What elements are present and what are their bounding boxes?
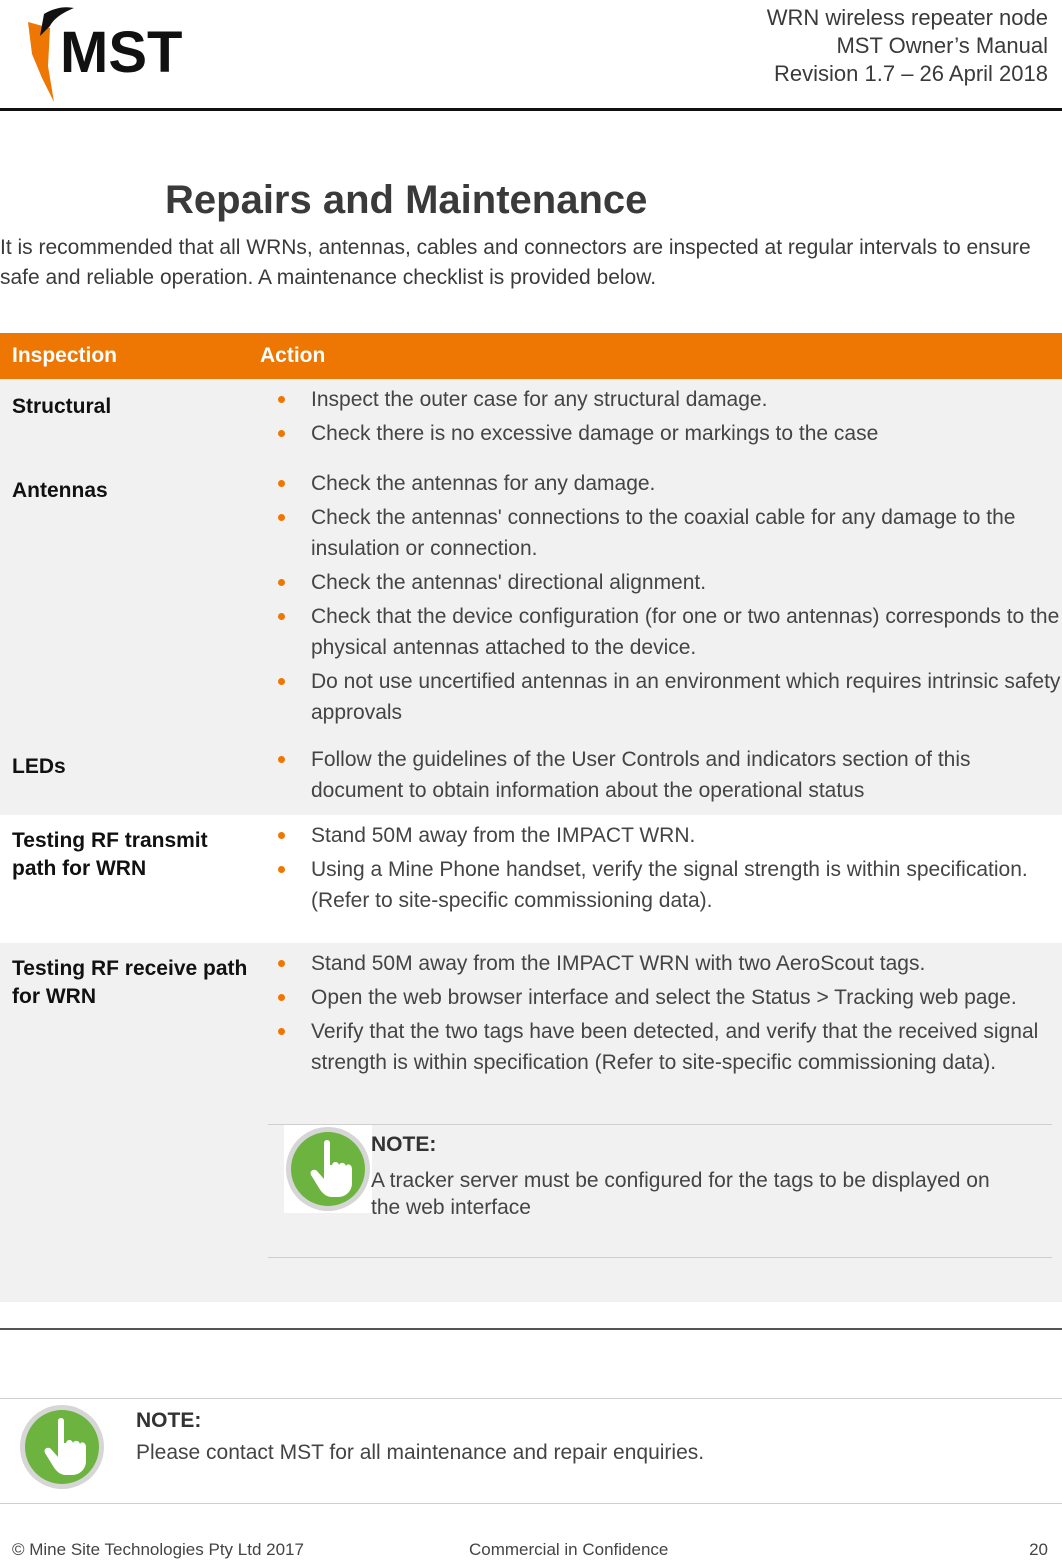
- table-bottom-border: [0, 1328, 1062, 1330]
- list-item: Check the antennas for any damage.: [258, 468, 1062, 499]
- intro-paragraph: It is recommended that all WRNs, antennas, cables and connectors are inspected at regular intervals to ensure safe and reliable operation. A maintenance checklist is provided below.: [0, 236, 1031, 289]
- hand-pointer-icon: [284, 1125, 372, 1213]
- inspection-cell: Testing RF transmit path for WRN: [12, 829, 208, 880]
- action-cell: [248, 815, 1062, 943]
- note-text: Please contact MST for all maintenance and repair enquiries.: [136, 1441, 705, 1464]
- list-item: Do not use uncertified antennas in an environment which requires intrinsic safety approvals: [258, 666, 1062, 728]
- list-item: Inspect the outer case for any structural damage.: [258, 384, 1062, 415]
- col-header-action: Action: [248, 333, 1062, 379]
- mst-logo: [20, 6, 240, 106]
- logo-text: MST: [60, 20, 183, 85]
- list-item: Check that the device configuration (for one or two antennas) corresponds to the physical antennas attached to the device.: [258, 601, 1062, 663]
- note-heading: NOTE:: [136, 1409, 202, 1432]
- page-title: Repairs and Maintenance: [165, 178, 648, 222]
- maintenance-checklist-table: [0, 333, 1062, 1302]
- table-header-row: [0, 333, 1062, 379]
- table-row: [0, 464, 1062, 739]
- list-item: Open the web browser interface and select the Status > Tracking web page.: [258, 982, 1062, 1013]
- hand-pointer-icon: [18, 1403, 106, 1491]
- action-cell: [248, 464, 1062, 739]
- doc-line-2: MST Owner’s Manual: [836, 33, 1048, 58]
- confidentiality-label: Commercial in Confidence: [469, 1540, 669, 1559]
- doc-line-1: WRN wireless repeater node: [766, 5, 1048, 30]
- inspection-cell: Testing RF receive path for WRN: [0, 943, 248, 1302]
- page-header: [0, 0, 1062, 111]
- inspection-cell: Structural: [0, 379, 248, 464]
- list-item: Follow the guidelines of the User Controls and indicators section of this document to obtain information about the operational status: [258, 744, 1062, 806]
- note-heading: NOTE:: [371, 1133, 437, 1156]
- action-cell: [248, 943, 1062, 1302]
- inspection-cell: LEDs: [0, 739, 248, 815]
- inspection-cell: Antennas: [0, 464, 248, 739]
- list-item: Check there is no excessive damage or markings to the case: [258, 418, 1062, 449]
- doc-line-3: Revision 1.7 – 26 April 2018: [774, 61, 1048, 86]
- table-row: [0, 815, 1062, 943]
- note-text: A tracker server must be configured for the tags to be displayed on the web interface: [371, 1169, 990, 1219]
- col-header-inspection: Inspection: [0, 333, 248, 379]
- action-cell: [248, 379, 1062, 464]
- list-item: Using a Mine Phone handset, verify the signal strength is within specification. (Refer to site-specific commissioning data).: [258, 854, 1062, 916]
- page-number: 20: [1029, 1540, 1048, 1559]
- list-item: Stand 50M away from the IMPACT WRN with two AeroScout tags.: [258, 948, 1062, 979]
- list-item: Check the antennas' directional alignment.: [258, 567, 1062, 598]
- list-item: Verify that the two tags have been detected, and verify that the received signal strength is within specification (Refer to site-specific commissioning data).: [258, 1016, 1062, 1078]
- tracker-note: [268, 1124, 1052, 1258]
- table-row: [0, 739, 1062, 815]
- action-cell: [248, 739, 1062, 815]
- contact-note: [0, 1398, 1062, 1504]
- table-row: [0, 379, 1062, 464]
- document-info: [767, 4, 1048, 88]
- table-row: [0, 943, 1062, 1302]
- copyright: © Mine Site Technologies Pty Ltd 2017: [12, 1540, 304, 1559]
- list-item: Stand 50M away from the IMPACT WRN.: [258, 820, 1062, 851]
- list-item: Check the antennas' connections to the coaxial cable for any damage to the insulation or connection.: [258, 502, 1062, 564]
